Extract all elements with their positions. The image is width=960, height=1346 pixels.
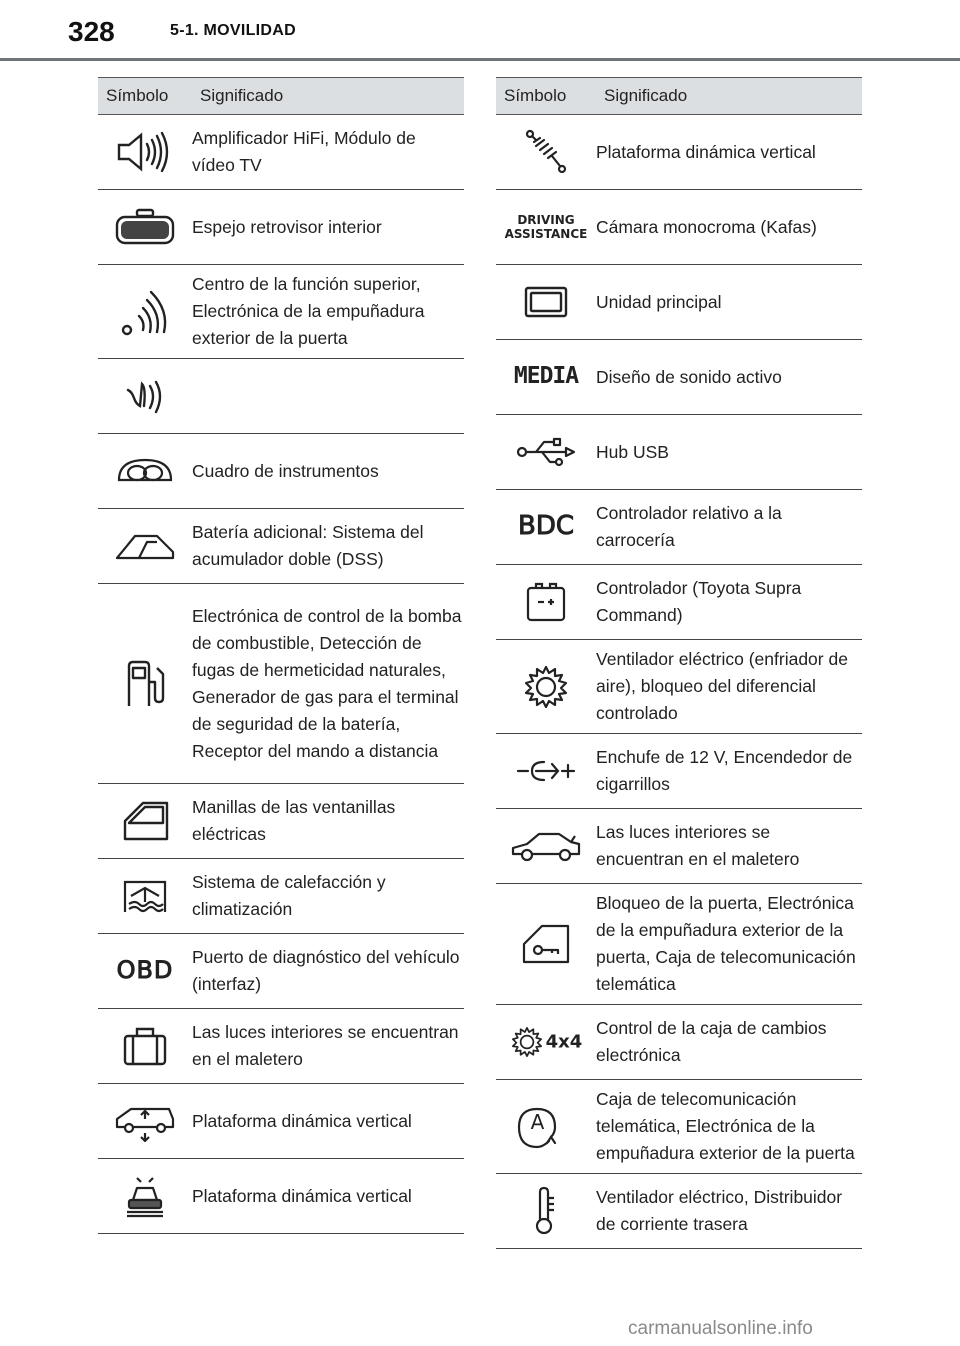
table-row (496, 809, 862, 884)
table-header-row (496, 78, 862, 115)
meaning-text: Plataforma dinámica vertical (596, 115, 862, 190)
meaning-text: Cámara monocroma (Kafas) (596, 190, 862, 265)
table-row (496, 734, 862, 809)
symbol-table-right (496, 77, 862, 1249)
meaning-text: Controlador (Toyota Supra Command) (596, 565, 862, 640)
hifi-speaker-icon (98, 115, 192, 190)
meaning-column-header: Significado (192, 78, 464, 115)
usb-icon (496, 415, 596, 490)
luggage-icon (98, 1009, 192, 1084)
table-row (98, 584, 464, 784)
meaning-text: Electrónica de control de la bomba de combustible, Detección de fugas de hermeticidad naturales, Generador de gas para el terminal de seguridad de la batería, Receptor del mando a distancia (192, 584, 464, 784)
table-row (98, 784, 464, 859)
media-icon: MEDIA (496, 340, 596, 415)
head-unit-icon (496, 265, 596, 340)
meaning-text: Amplificador HiFi, Módulo de vídeo TV (192, 115, 464, 190)
controller-box-icon (496, 565, 596, 640)
table-row (496, 265, 862, 340)
table-row (496, 340, 862, 415)
meaning-text: Batería adicional: Sistema del acumulador doble (DSS) (192, 509, 464, 584)
battery-wedge-icon (98, 509, 192, 584)
table-row (496, 490, 862, 565)
meaning-text: Ventilador eléctrico (enfriador de aire), bloqueo del diferencial controlado (596, 640, 862, 734)
page-number: 328 (68, 16, 115, 47)
climate-icon (98, 859, 192, 934)
nfc-icon (98, 359, 192, 434)
table-row (98, 1084, 464, 1159)
meaning-text: Espejo retrovisor interior (192, 190, 464, 265)
meaning-text: Enchufe de 12 V, Encendedor de cigarrillos (596, 734, 862, 809)
door-key-icon (496, 884, 596, 1005)
symbol-column-header: Símbolo (496, 78, 596, 115)
table-row (496, 1174, 862, 1249)
table-row (496, 1005, 862, 1080)
table-row (98, 1009, 464, 1084)
meaning-text: Hub USB (596, 415, 862, 490)
table-row (98, 1159, 464, 1234)
obd-icon: OBD (98, 934, 192, 1009)
thermometer-icon (496, 1174, 596, 1249)
meaning-column-header: Significado (596, 78, 862, 115)
fan-gear-icon (496, 640, 596, 734)
rearview-mirror-icon (98, 190, 192, 265)
meaning-text: Cuadro de instrumentos (192, 434, 464, 509)
table-row (496, 884, 862, 1005)
meaning-text: Sistema de calefacción y climatización (192, 859, 464, 934)
window-icon (98, 784, 192, 859)
table-row (98, 434, 464, 509)
meaning-text: Controlador relativo a la carrocería (596, 490, 862, 565)
watermark: carmanualsonline.info (628, 1318, 813, 1339)
table-row (496, 565, 862, 640)
coupe-car-icon (496, 809, 596, 884)
table-row (98, 190, 464, 265)
remote-signal-icon (98, 265, 192, 359)
bdc-icon: BDC (496, 490, 596, 565)
auto-a-icon: A (496, 1080, 596, 1174)
table-row (496, 190, 862, 265)
symbol-table-left (98, 77, 464, 1234)
meaning-text: Caja de telecomunicación telemática, Electrónica de la empuñadura exterior de la puerta (596, 1080, 862, 1174)
instrument-cluster-icon (98, 434, 192, 509)
table-row (496, 415, 862, 490)
driving-assistance-icon: DRIVING ASSISTANCE (496, 190, 596, 265)
fuel-pump-icon (98, 584, 192, 784)
header-divider (0, 58, 960, 61)
section-title: 5-1. MOVILIDAD (170, 22, 296, 39)
shock-absorber-icon (496, 115, 596, 190)
socket-12v-icon (496, 734, 596, 809)
meaning-text: Plataforma dinámica vertical (192, 1159, 464, 1234)
gear-4x4-icon: 4x4 (496, 1005, 596, 1080)
meaning-text: Bloqueo de la puerta, Electrónica de la empuñadura exterior de la puerta, Caja de telecomunicación telemática (596, 884, 862, 1005)
meaning-text: Ventilador eléctrico, Distribuidor de corriente trasera (596, 1174, 862, 1249)
meaning-text: Diseño de sonido activo (596, 340, 862, 415)
meaning-text: Puerto de diagnóstico del vehículo (interfaz) (192, 934, 464, 1009)
symbol-column-header: Símbolo (98, 78, 192, 115)
table-row (98, 859, 464, 934)
table-row (98, 509, 464, 584)
meaning-text: Plataforma dinámica vertical (192, 1084, 464, 1159)
meaning-text: Las luces interiores se encuentran en el maletero (192, 1009, 464, 1084)
meaning-text: Las luces interiores se encuentran en el maletero (596, 809, 862, 884)
table-row (98, 265, 464, 359)
meaning-text: Manillas de las ventanillas eléctricas (192, 784, 464, 859)
meaning-text (192, 359, 464, 434)
table-row (496, 640, 862, 734)
meaning-text: Centro de la función superior, Electrónica de la empuñadura exterior de la puerta (192, 265, 464, 359)
meaning-text: Control de la caja de cambios electrónica (596, 1005, 862, 1080)
table-row (496, 1080, 862, 1174)
table-header-row (98, 78, 464, 115)
car-suspension-icon (98, 1159, 192, 1234)
table-row (98, 934, 464, 1009)
table-row (98, 359, 464, 434)
meaning-text: Unidad principal (596, 265, 862, 340)
page-header (0, 0, 960, 62)
table-row (496, 115, 862, 190)
suv-lift-icon (98, 1084, 192, 1159)
table-row (98, 115, 464, 190)
